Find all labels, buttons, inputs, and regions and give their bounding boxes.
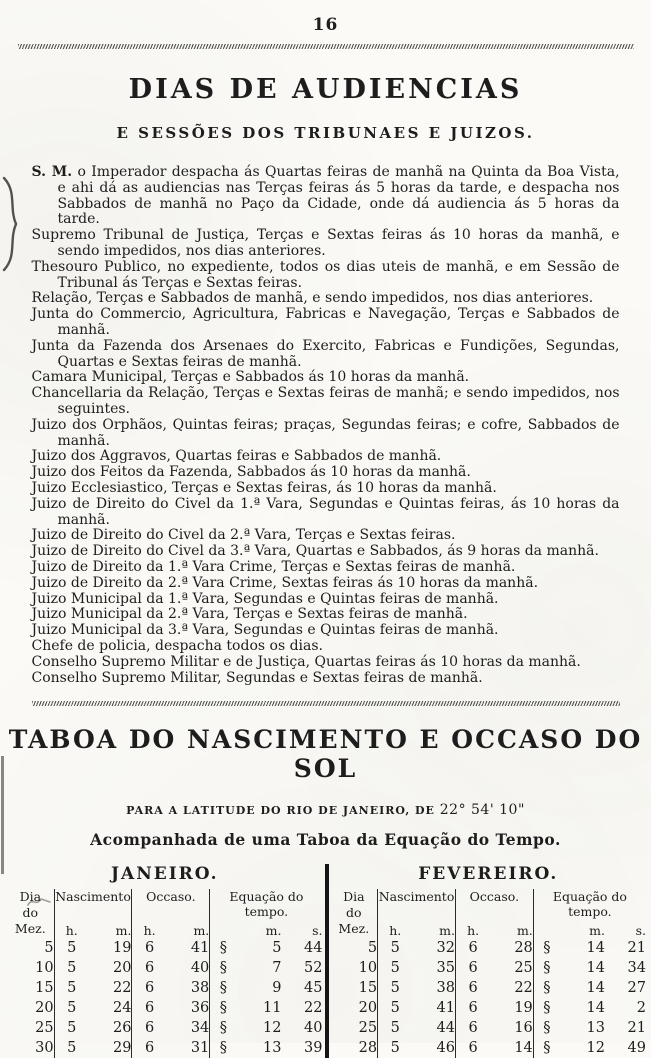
audiencias-entry: Junta da Fazenda dos Arsenaes do Exercito, Fabricas e Fundições, Segundas, Quartas e Sextas feiras de manhã. bbox=[31, 337, 620, 370]
sun-table-cell: 25 bbox=[331, 1018, 378, 1038]
sun-table-cell: 22 bbox=[89, 978, 132, 998]
sun-table-cell: 6 bbox=[144, 960, 155, 977]
sun-table-cell: 6 bbox=[468, 1040, 478, 1057]
sun-table-cell: 9 bbox=[272, 980, 282, 997]
sun-table-header bbox=[331, 889, 647, 938]
month-title-fevereiro: FEVEREIRO. bbox=[418, 864, 559, 885]
sun-table-cell: 13 bbox=[263, 1040, 282, 1057]
sun-table-cell: 5 bbox=[67, 1020, 77, 1037]
sun-table-cell: § bbox=[219, 960, 227, 977]
sun-table-cell: 6 bbox=[468, 1000, 478, 1017]
entry-text: o Imperador despacha ás Quartas feiras de manhã na Quinta da Boa Vista, e ahi dá as audiencias nas Terças feiras ás 5 horas da tarde, e despacha nos Sabbados de manhã no Paço da Cidade, onde dá audiencia ás 5 horas da tarde. bbox=[57, 164, 620, 228]
header-sunrise: Nascimento bbox=[378, 889, 456, 920]
sun-table-row bbox=[7, 978, 323, 998]
sun-table-body bbox=[7, 938, 323, 1058]
sun-table-cell: 46 bbox=[412, 1038, 455, 1058]
header-day: Dia do Mez. bbox=[7, 889, 54, 938]
audiencias-entry: Juizo dos Orphãos, Quintas feiras; praças, Segundas feiras; e cofre, Sabbados de manhã. bbox=[31, 416, 620, 449]
sun-table-body bbox=[331, 938, 647, 1058]
sun-table-row bbox=[7, 998, 323, 1018]
header-hours: h. bbox=[65, 923, 78, 939]
audiencias-entry: Chancellaria da Relação, Terças e Sextas feiras de manhã; e sendo impedidos, nos seguintes. bbox=[31, 385, 620, 417]
sun-table-cell: § bbox=[219, 940, 227, 957]
sun-table-cell: 14 bbox=[490, 1038, 533, 1058]
sun-table-cell: 49 bbox=[627, 1040, 646, 1057]
sun-table-cell: 31 bbox=[167, 1038, 210, 1058]
audiencias-entry: Chefe de policia, despacha todos os dias. bbox=[31, 637, 323, 654]
sun-table-cell: 25 bbox=[490, 958, 533, 978]
sun-table-cell: 52 bbox=[304, 960, 323, 977]
sun-table-cell: 14 bbox=[586, 1000, 605, 1017]
scan-artifact-brace bbox=[0, 176, 22, 272]
audiencias-entry: Camara Municipal, Terças e Sabbados ás 10 horas da manhã. bbox=[31, 369, 470, 386]
month-block-janeiro bbox=[7, 864, 323, 1058]
audiencias-entry: Juizo de Direito da 2.ª Vara Crime, Sextas feiras ás 10 horas da manhã. bbox=[31, 574, 539, 591]
audiencias-entry: Juizo Ecclesiastico, Terças e Sextas feiras, ás 10 horas da manhã. bbox=[31, 479, 497, 496]
audiencias-entry: Junta do Commercio, Agricultura, Fabricas e Navegação, Terças e Sabbados de manhã. bbox=[31, 306, 620, 338]
section-title-audiencias: DIAS DE AUDIENCIAS bbox=[128, 74, 523, 105]
sun-table-cell: 14 bbox=[586, 960, 605, 977]
sun-table-cell: 27 bbox=[627, 980, 646, 997]
sun-table-cell: 41 bbox=[167, 938, 210, 958]
sun-table-cell: 6 bbox=[144, 1000, 155, 1017]
sun-table-cell: § bbox=[219, 1000, 227, 1017]
sun-table-cell: 41 bbox=[412, 998, 455, 1018]
header-minutes: m. bbox=[167, 920, 210, 938]
sun-table-cell: 32 bbox=[412, 938, 455, 958]
sun-table-cell: 5 bbox=[390, 1040, 400, 1057]
sun-table-row bbox=[331, 958, 647, 978]
sun-table-cell: 20 bbox=[89, 958, 132, 978]
sun-table-cell: 21 bbox=[627, 1020, 646, 1037]
sun-table-cell: § bbox=[543, 960, 551, 977]
sun-table-cell: 44 bbox=[412, 1018, 455, 1038]
audiencias-entry: Juizo dos Feitos da Fazenda, Sabbados ás 10 horas da manhã. bbox=[31, 464, 471, 481]
sun-table-cell: 6 bbox=[144, 940, 155, 957]
audiencias-entry: Juizo de Direito da 1.ª Vara Crime, Terças e Sextas feiras de manhã. bbox=[31, 558, 516, 575]
sun-table-row bbox=[331, 938, 647, 958]
sun-table-cell: 5 bbox=[67, 960, 77, 977]
header-minutes: m. bbox=[589, 923, 605, 939]
header-sunset: Occaso. bbox=[132, 889, 210, 920]
sun-table-cell: 11 bbox=[263, 1000, 282, 1017]
sun-table-cell: 13 bbox=[586, 1020, 605, 1037]
equation-note: Acompanhada de uma Taboa da Equação do Tempo. bbox=[90, 830, 561, 850]
audiencias-entry: Juizo Municipal da 2.ª Vara, Terças e Sextas feiras de manhã. bbox=[31, 606, 468, 623]
sun-table-cell: 6 bbox=[144, 1040, 155, 1057]
section-title-sol: TABOA DO NASCIMENTO E OCCASO DO SOL bbox=[8, 725, 643, 784]
entry-lead: S. M. bbox=[31, 164, 73, 180]
audiencias-entry: Relação, Terças e Sabbados de manhã, e sendo impedidos, nos dias anteriores. bbox=[31, 290, 594, 307]
sun-table-row bbox=[7, 938, 323, 958]
sun-table-cell: 26 bbox=[89, 1018, 132, 1038]
sun-table-cell: 6 bbox=[468, 1020, 478, 1037]
sun-table-cell: § bbox=[219, 1040, 227, 1057]
header-equation: Equação do tempo. bbox=[229, 889, 304, 920]
sun-table-cell: 38 bbox=[167, 978, 210, 998]
header-equation: Equação do tempo. bbox=[552, 889, 627, 920]
sun-table-cell: 5 bbox=[67, 1040, 77, 1057]
sun-table-cell: 44 bbox=[304, 940, 323, 957]
sun-table-cell: 5 bbox=[390, 960, 400, 977]
sun-table-cell: 14 bbox=[586, 980, 605, 997]
sun-table-cell: 6 bbox=[144, 1020, 155, 1037]
sun-table-cell: 2 bbox=[636, 1000, 646, 1017]
sun-table-cell: § bbox=[543, 980, 551, 997]
audiencias-entry: Juizo de Direito do Civel da 2.ª Vara, Terças e Sextas feiras. bbox=[31, 527, 456, 544]
sun-table-cell: 30 bbox=[7, 1038, 54, 1058]
section-subtitle-audiencias: E SESSÕES DOS TRIBUNAES E JUIZOS. bbox=[116, 124, 535, 142]
header-day: Dia do Mez. bbox=[331, 889, 378, 938]
month-block-fevereiro bbox=[331, 864, 647, 1058]
audiencias-entry: Juizo Municipal da 1.ª Vara, Segundas e Quintas feiras de manhã. bbox=[31, 590, 499, 607]
sun-table-cell: 5 bbox=[390, 980, 400, 997]
sun-table-cell: 34 bbox=[167, 1018, 210, 1038]
sun-table-row bbox=[7, 1038, 323, 1058]
section-subtitle-latitude bbox=[0, 802, 651, 818]
sun-table-cell: 10 bbox=[7, 958, 54, 978]
sun-table-cell: 16 bbox=[490, 1018, 533, 1038]
sun-table-cell: 45 bbox=[304, 980, 323, 997]
decorative-rule-top bbox=[18, 44, 634, 49]
latitude-value: 22° 54' 10" bbox=[439, 802, 525, 819]
header-seconds: s. bbox=[312, 923, 323, 939]
latitude-label: PARA A LATITUDE DO RIO DE JANEIRO, DE bbox=[126, 804, 435, 818]
sun-table-header bbox=[7, 889, 323, 938]
sun-table-cell: 34 bbox=[627, 960, 646, 977]
sun-table-cell: 22 bbox=[490, 978, 533, 998]
sun-table-cell: § bbox=[219, 1020, 227, 1037]
sun-table-cell: 19 bbox=[89, 938, 132, 958]
page-number: 16 bbox=[312, 15, 339, 35]
sun-table-row bbox=[7, 1018, 323, 1038]
header-hours: h. bbox=[389, 923, 402, 939]
sun-table-cell: 15 bbox=[7, 978, 54, 998]
sun-table-cell: 25 bbox=[7, 1018, 54, 1038]
audiencias-entry: Juizo de Direito do Civel da 1.ª Vara, Segundas e Quintas feiras, ás 10 horas da manhã. bbox=[31, 495, 620, 528]
sun-table-row bbox=[331, 1038, 647, 1058]
decorative-rule-middle bbox=[32, 701, 620, 706]
sun-table-cell: 12 bbox=[263, 1020, 282, 1037]
sun-table-cell: 36 bbox=[167, 998, 210, 1018]
sun-table-cell: 5 bbox=[390, 940, 400, 957]
header-minutes: m. bbox=[490, 920, 533, 938]
sun-tables bbox=[7, 864, 646, 1058]
sun-table-fevereiro bbox=[331, 889, 647, 1058]
header-minutes: m. bbox=[89, 920, 132, 938]
audiencias-entry-list bbox=[32, 165, 620, 686]
header-hours: h. bbox=[467, 923, 480, 939]
sun-table-cell: 6 bbox=[468, 940, 478, 957]
header-seconds: s. bbox=[635, 923, 646, 939]
audiencias-entry: Juizo dos Aggravos, Quartas feiras e Sabbados de manhã. bbox=[31, 448, 442, 465]
sun-table-cell: 6 bbox=[468, 960, 478, 977]
sun-table-cell: 20 bbox=[7, 998, 54, 1018]
sun-table-cell: 40 bbox=[304, 1020, 323, 1037]
sun-table-cell: 20 bbox=[331, 998, 378, 1018]
sun-table-cell: 7 bbox=[272, 960, 282, 977]
audiencias-entry: Thesouro Publico, no expediente, todos os dias uteis de manhã, e em Sessão de Tribunal ás Terças e Sextas feiras. bbox=[31, 258, 620, 291]
sun-table-cell: 12 bbox=[586, 1040, 605, 1057]
audiencias-entry: Juizo de Direito do Civel da 3.ª Vara, Quartas e Sabbados, ás 9 horas da manhã. bbox=[31, 543, 599, 560]
month-title-janeiro: JANEIRO. bbox=[110, 864, 219, 885]
sun-table-row bbox=[331, 978, 647, 998]
header-sign-spacer bbox=[533, 920, 560, 938]
audiencias-entry: Conselho Supremo Militar, Segundas e Sextas feiras de manhã. bbox=[31, 669, 483, 686]
sun-table-cell: 14 bbox=[586, 940, 605, 957]
sun-table-cell: 6 bbox=[144, 980, 155, 997]
sun-table-cell: 5 bbox=[67, 1000, 77, 1017]
header-minutes: m. bbox=[265, 923, 282, 939]
sun-table-cell: 6 bbox=[468, 980, 478, 997]
sun-table-cell: 5 bbox=[390, 1000, 400, 1017]
sun-table-cell: 10 bbox=[331, 958, 378, 978]
audiencias-entry: Supremo Tribunal de Justiça, Terças e Sextas feiras ás 10 horas da manhã, e sendo impedidos, nos dias anteriores. bbox=[31, 227, 620, 259]
audiencias-entry: Juizo Municipal da 3.ª Vara, Segundas e Quintas feiras de manhã. bbox=[31, 622, 499, 639]
sun-table-row bbox=[7, 958, 323, 978]
sun-table-cell: 39 bbox=[304, 1040, 323, 1057]
header-sunset: Occaso. bbox=[455, 889, 533, 920]
sun-table-cell: § bbox=[219, 980, 227, 997]
month-separator-bar bbox=[325, 864, 329, 1058]
sun-table-cell: 40 bbox=[167, 958, 210, 978]
sun-table-cell: § bbox=[543, 940, 551, 957]
sun-table-cell: 22 bbox=[304, 1000, 323, 1017]
sun-table-row bbox=[331, 1018, 647, 1038]
sun-table-cell: 5 bbox=[272, 940, 282, 957]
sun-table-cell: § bbox=[543, 1000, 551, 1017]
audiencias-entry bbox=[32, 165, 620, 228]
sun-table-cell: 5 bbox=[67, 980, 77, 997]
sun-table-cell: 19 bbox=[490, 998, 533, 1018]
audiencias-entry: Conselho Supremo Militar e de Justiça, Quartas feiras ás 10 horas da manhã. bbox=[31, 653, 581, 670]
header-hours: h. bbox=[143, 923, 156, 939]
sun-table-cell: 38 bbox=[412, 978, 455, 998]
sun-table-cell: § bbox=[543, 1020, 551, 1037]
sun-table-janeiro bbox=[7, 889, 323, 1058]
header-minutes: m. bbox=[412, 920, 455, 938]
sun-table-cell: 24 bbox=[89, 998, 132, 1018]
sun-table-cell: 28 bbox=[490, 938, 533, 958]
sun-table-cell: 35 bbox=[412, 958, 455, 978]
sun-table-cell: 15 bbox=[331, 978, 378, 998]
sun-table-cell: § bbox=[543, 1040, 551, 1057]
sun-table-cell: 5 bbox=[331, 938, 378, 958]
sun-table-cell: 21 bbox=[627, 940, 646, 957]
sun-table-cell: 5 bbox=[67, 940, 77, 957]
header-sign-spacer bbox=[210, 920, 237, 938]
header-sunrise: Nascimento bbox=[54, 889, 132, 920]
sun-table-cell: 5 bbox=[7, 938, 54, 958]
sun-table-cell: 29 bbox=[89, 1038, 132, 1058]
sun-table-cell: 28 bbox=[331, 1038, 378, 1058]
sun-table-cell: 5 bbox=[390, 1020, 400, 1037]
sun-table-row bbox=[331, 998, 647, 1018]
